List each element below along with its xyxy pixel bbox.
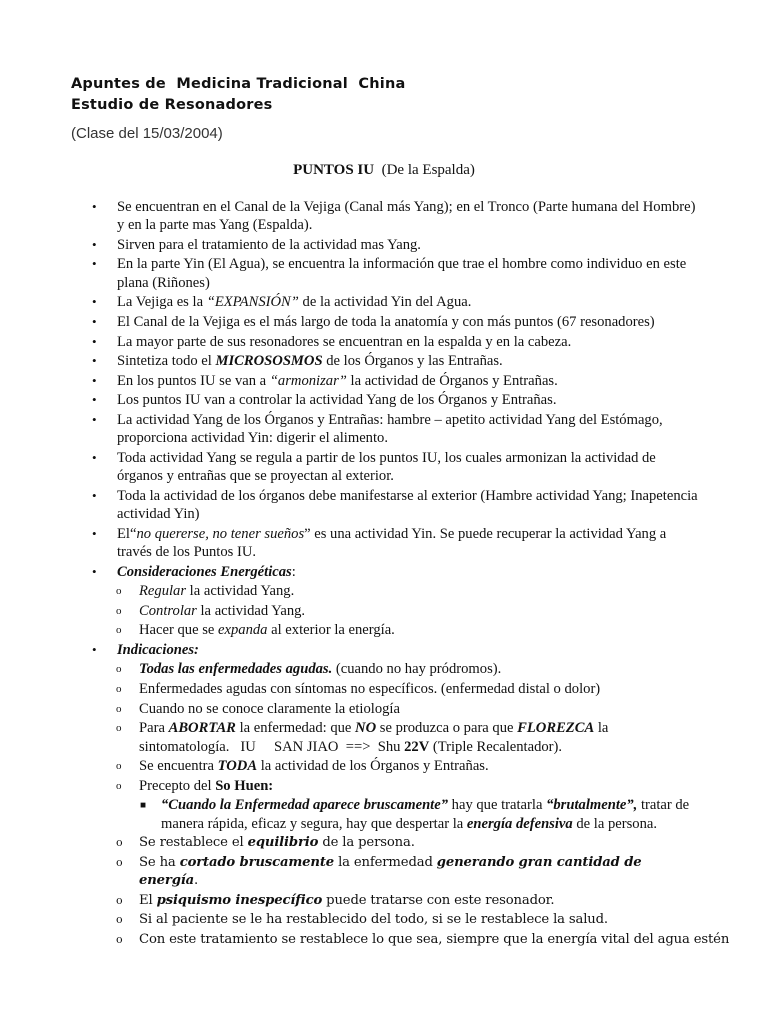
bullet-dot-icon: •	[92, 256, 97, 272]
sub-list-item: o Todas las enfermedades agudas. (cuando no hay pródromos).	[116, 661, 502, 678]
bullet-dot-icon: •	[92, 392, 97, 408]
sub-list-item: o Se encuentra TODA la actividad de los Órganos y Entrañas.	[116, 758, 489, 775]
bullet-dot-icon: •	[92, 333, 97, 349]
class-date: (Clase del 15/03/2004)	[71, 125, 223, 142]
sub-list-item: o Controlar la actividad Yang.	[116, 602, 306, 619]
bullet-circle-icon: o	[116, 760, 122, 773]
bullet-dot-icon: •	[92, 563, 97, 579]
bullet-dot-icon: •	[92, 525, 97, 541]
list-item: • Los puntos IU van a controlar la actividad Yang de los Órganos y Entrañas.	[92, 392, 557, 409]
notes-list	[0, 198, 768, 950]
sub-list-item: o Para ABORTAR la enfermedad: que NO se produzca o para que FLOREZCA la sintomatología. IU SAN JIAO ==> Shu 22V (Triple Recalentador).	[116, 720, 613, 755]
bullet-circle-icon: o	[116, 932, 123, 946]
list-item: • La actividad Yang de los Órganos y Entrañas: hambre – apetito actividad Yang del Estómago, proporciona actividad Yin: digerir el alimento.	[92, 411, 663, 447]
bullet-circle-icon: o	[116, 585, 122, 598]
bullet-dot-icon: •	[92, 372, 97, 388]
document-title: Apuntes de Medicina Tradicional China	[71, 76, 406, 92]
bullet-square-icon: ■	[140, 800, 147, 812]
list-item: • Toda la actividad de los órganos debe manifestarse al exterior (Hambre actividad Yang; Inapetencia actividad Yin)	[92, 487, 698, 523]
list-item: • El Canal de la Vejiga es el más largo de toda la anatomía y con más puntos (67 resonadores)	[92, 313, 655, 330]
list-item-heading: • Indicaciones:	[92, 641, 199, 658]
list-item: • Sirven para el tratamiento de la actividad mas Yang.	[92, 236, 421, 253]
bullet-dot-icon: •	[92, 487, 97, 503]
bullet-circle-icon: o	[116, 855, 123, 869]
sub-list-item: o Cuando no se conoce claramente la etiología	[116, 700, 400, 717]
list-item: • Sintetiza todo el MICROSOSMOS de los Órganos y las Entrañas.	[92, 353, 503, 370]
section-title	[0, 162, 768, 179]
bullet-circle-icon: o	[116, 779, 122, 792]
bullet-circle-icon: o	[116, 893, 123, 907]
sub-sub-list-item: ■ “Cuando la Enfermedad aparece bruscamente” hay que tratarla “brutalmente”, tratar de manera rápida, eficaz y segura, hay que despertar la energía defensiva de la persona.	[140, 797, 690, 832]
bullet-dot-icon: •	[92, 411, 97, 427]
list-item: • En los puntos IU se van a “armonizar” la actividad de Órganos y Entrañas.	[92, 372, 558, 389]
list-item-heading: • Consideraciones Energéticas:	[92, 563, 296, 580]
sub-list-item: o Enfermedades agudas con síntomas no específicos. (enfermedad distal o dolor)	[116, 681, 601, 698]
bullet-dot-icon: •	[92, 199, 97, 214]
sub-list-item: o Se ha cortado bruscamente la enfermedad generando gran cantidad de energía.	[116, 854, 642, 889]
bullet-dot-icon: •	[92, 294, 97, 310]
list-item: • Se encuentran en el Canal de la Vejiga (Canal más Yang); en el Tronco (Parte humana del Hombre) y en la parte mas Yang (Espalda).	[92, 199, 696, 234]
bullet-circle-icon: o	[116, 624, 122, 637]
sub-list-item: o El psiquismo inespecífico puede tratarse con este resonador.	[0, 892, 768, 910]
bullet-circle-icon: o	[116, 836, 123, 850]
sub-list-item: o Con este tratamiento se restablece lo que sea, siempre que la energía vital del agua estén	[0, 931, 768, 949]
sub-list-item: o Hacer que se expanda al exterior la energía.	[116, 622, 395, 639]
bullet-circle-icon: o	[116, 702, 122, 715]
sub-list-item: o Si al paciente se le ha restablecido del todo, si se le restablece la salud.	[0, 911, 768, 929]
bullet-circle-icon: o	[116, 663, 122, 676]
list-item: • La Vejiga es la “EXPANSIÓN” de la actividad Yin del Agua.	[92, 294, 472, 311]
bullet-circle-icon: o	[116, 683, 122, 696]
list-item: • En la parte Yin (El Agua), se encuentra la información que trae el hombre como individuo en este plana (Riñones)	[92, 256, 687, 291]
section-title-main: PUNTOS IU	[293, 162, 375, 178]
bullet-dot-icon: •	[92, 236, 97, 252]
sub-list-item: o Precepto del So Huen:	[116, 777, 274, 794]
document-subtitle: Estudio de Resonadores	[71, 97, 273, 113]
sub-list-item: o Se restablece el equilibrio de la persona.	[0, 834, 768, 852]
bullet-circle-icon: o	[116, 604, 122, 617]
section-title-sub: (De la Espalda)	[374, 162, 475, 178]
bullet-dot-icon: •	[92, 313, 97, 329]
bullet-dot-icon: •	[92, 449, 97, 465]
bullet-dot-icon: •	[92, 353, 97, 369]
list-item: • Toda actividad Yang se regula a partir de los puntos IU, los cuales armonizan la actividad de órganos y entrañas que se proyectan al exterior.	[92, 449, 656, 485]
bullet-circle-icon: o	[116, 722, 122, 735]
list-item: • La mayor parte de sus resonadores se encuentran en la espalda y en la cabeza.	[92, 333, 572, 350]
bullet-dot-icon: •	[92, 641, 97, 657]
list-item: • El“no quererse, no tener sueños” es una actividad Yin. Se puede recuperar la actividad Yang a través de los Puntos IU.	[92, 525, 667, 560]
bullet-circle-icon: o	[116, 913, 123, 927]
sub-list-item: o Regular la actividad Yang.	[116, 583, 295, 600]
